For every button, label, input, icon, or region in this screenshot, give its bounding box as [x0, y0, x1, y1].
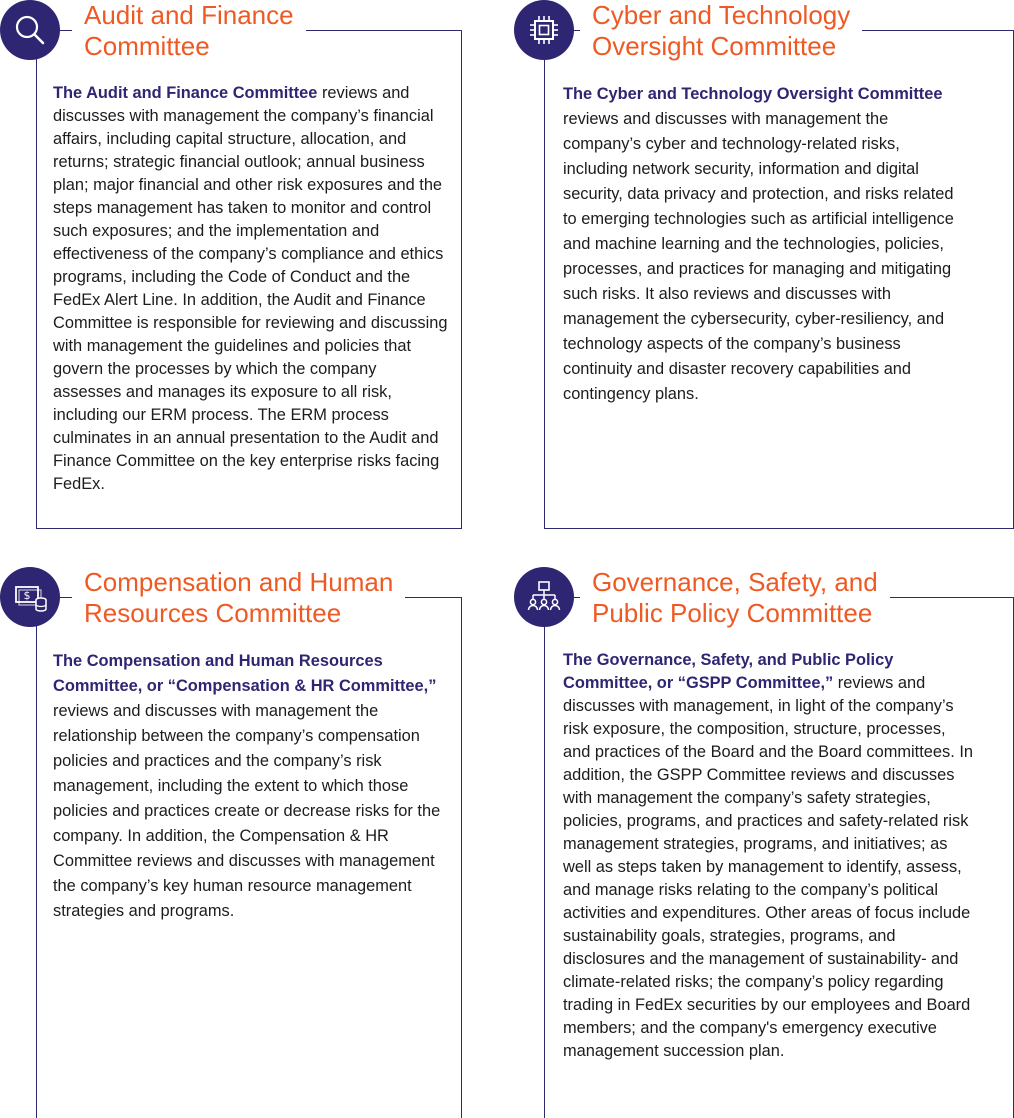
audit-icon-badge: [0, 0, 60, 60]
governance-committee-lead: The Governance, Safety, and Public Policy Committee, or “GSPP Committee,”: [563, 651, 894, 692]
audit-committee-title: Audit and Finance Committee: [72, 0, 306, 62]
svg-text:$: $: [23, 589, 31, 602]
audit-committee-lead: The Audit and Finance Committee: [53, 84, 318, 102]
compensation-committee-body: reviews and discusses with management the relationship between the company’s compensation policies and practices and the company’s risk management, including the extent to which those policies and practices create or decrease risks for the company. In addition, the Compensation & HR Committee reviews and discusses with management the company’s key human resource management strategies and programs.: [53, 702, 441, 920]
audit-committee-body: reviews and discusses with management the company’s financial affairs, including capital structure, allocation, and returns; strategic financial outlook; annual business plan; major financial and other risk exposures and the steps management has taken to monitor and control such exposures; and the implementation and effectiveness of the company’s compliance and ethics programs, including the Code of Conduct and the FedEx Alert Line. In addition, the Audit and Finance Committee is responsible for reviewing and discussing with management the guidelines and policies that govern the processes by which the company assesses and manages its exposure to all risk, including our ERM process. The ERM process culminates in an annual presentation to the Audit and Finance Committee on the key enterprise risks facing FedEx.: [53, 84, 448, 493]
governance-icon-badge: [514, 567, 574, 627]
org-chart-icon: [524, 577, 564, 617]
compensation-icon-badge: [0, 567, 60, 627]
compensation-committee-text: [53, 649, 453, 924]
cyber-committee-title: Cyber and Technology Oversight Committee: [580, 0, 862, 62]
compensation-committee-title: Compensation and Human Resources Committee: [72, 567, 405, 629]
compensation-committee-lead: The Compensation and Human Resources Committee, or “Compensation & HR Committee,”: [53, 652, 437, 695]
governance-committee-text: [563, 649, 975, 1063]
audit-committee-text: [53, 82, 448, 496]
cyber-committee-lead: The Cyber and Technology Oversight Committee: [563, 85, 943, 103]
money-stack-icon: [10, 577, 50, 617]
cyber-icon-badge: [514, 0, 574, 60]
cyber-committee-text: [563, 82, 963, 407]
governance-committee-title: Governance, Safety, and Public Policy Committee: [580, 567, 890, 629]
cyber-committee-body: reviews and discusses with management the company’s cyber and technology-related risks, including network security, information and digital security, data privacy and protection, and risks related to emerging technologies such as artificial intelligence and machine learning and the technologies, policies, processes, and practices for managing and mitigating such risks. It also reviews and discusses with management the cybersecurity, cyber-resiliency, and technology aspects of the company’s business continuity and disaster recovery capabilities and contingency plans.: [563, 110, 954, 403]
governance-committee-body: reviews and discusses with management, in light of the company’s risk exposure, the composition, structure, processes, and practices of the Board and the Board committees. In addition, the GSPP Committee reviews and discusses with management the company’s safety strategies, policies, programs, and practices and safety-related risk management strategies, programs, and initiatives; as well as steps taken by management to identify, assess, and manage risks relating to the company’s political activities and expenditures. Other areas of focus include sustainability goals, strategies, programs, and disclosures and the management of sustainability- and climate-related risks; the company’s policy regarding trading in FedEx securities by our employees and Board members; and the company's emergency executive management succession plan.: [563, 674, 973, 1060]
magnifier-icon: [10, 10, 50, 50]
microchip-icon: [524, 10, 564, 50]
